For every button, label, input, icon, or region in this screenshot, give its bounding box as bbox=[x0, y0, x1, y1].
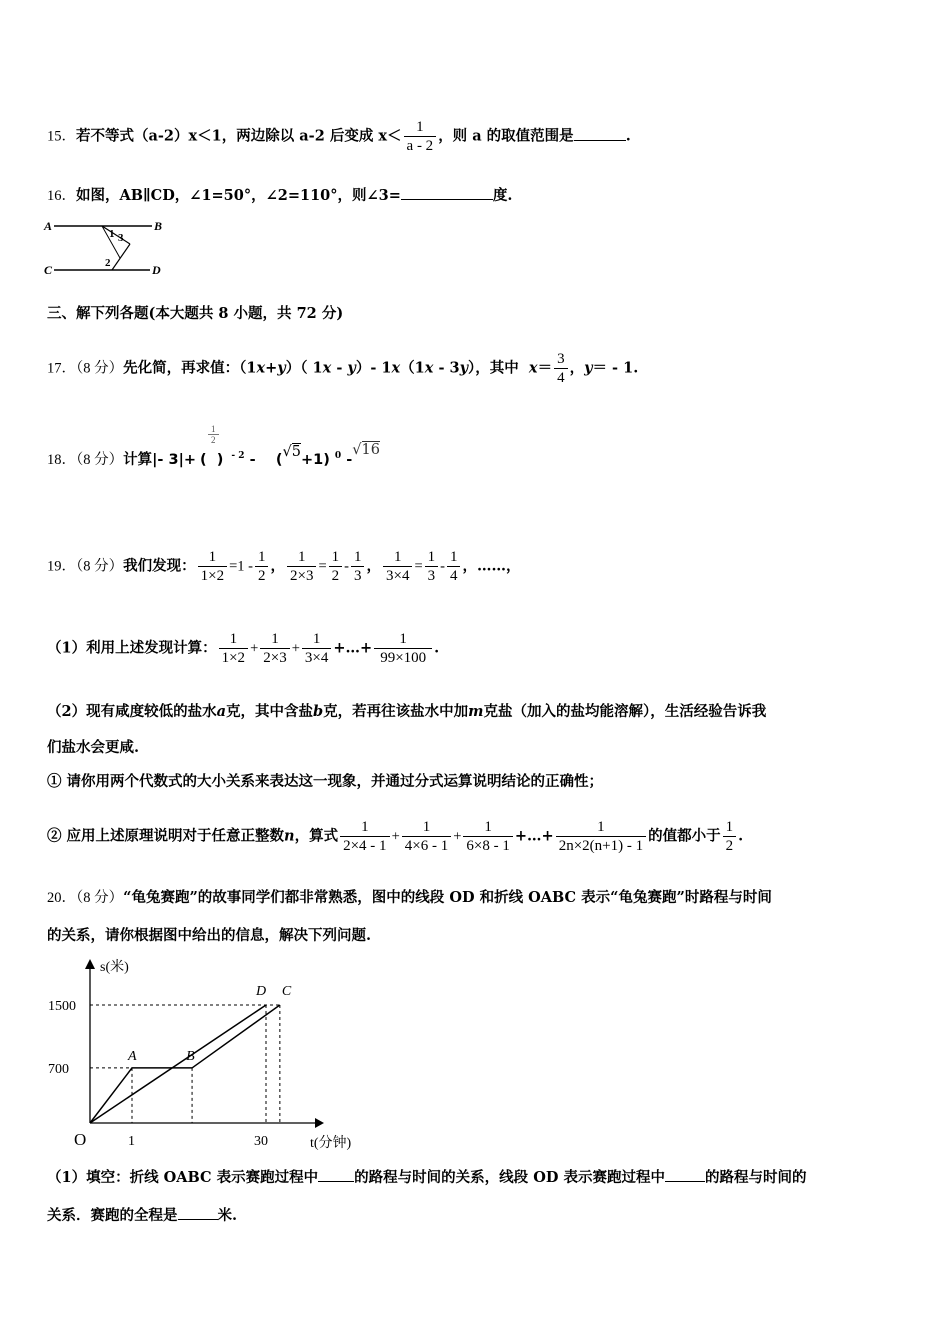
fraction bbox=[374, 630, 432, 667]
label-c: C bbox=[44, 263, 53, 277]
question-score: （8 分） bbox=[76, 451, 124, 468]
q19-tail: ，……， bbox=[462, 557, 521, 575]
denominator: 4 bbox=[447, 566, 461, 585]
numerator: 1 bbox=[361, 819, 369, 835]
fraction bbox=[329, 548, 343, 585]
denominator: 2 bbox=[329, 566, 343, 585]
answer-blank bbox=[665, 1181, 705, 1182]
denominator: 1×2 bbox=[219, 648, 248, 667]
series-od bbox=[90, 1005, 266, 1123]
question-20-part-1-line2 bbox=[47, 1206, 237, 1226]
q18-small-fraction bbox=[208, 424, 219, 445]
var-y: y bbox=[347, 359, 356, 377]
x-axis-label: t(分钟) bbox=[310, 1136, 352, 1151]
numerator: 1 bbox=[725, 819, 734, 835]
var-m: m bbox=[468, 703, 484, 720]
question-18 bbox=[47, 423, 380, 470]
fraction bbox=[287, 548, 316, 585]
fraction bbox=[383, 548, 412, 585]
sqrt-16: √16 bbox=[352, 441, 380, 458]
point-label-a: A bbox=[128, 1048, 137, 1064]
period: . bbox=[434, 639, 440, 657]
numerator: 1 bbox=[331, 549, 340, 565]
paren: ( bbox=[275, 451, 283, 468]
q15-fraction bbox=[404, 118, 437, 155]
denominator: 2×3 bbox=[260, 648, 289, 667]
fraction bbox=[425, 548, 439, 585]
angle-1-label: 1 bbox=[109, 228, 115, 240]
q17-text: ）（ 1 bbox=[285, 359, 323, 377]
q19-text: 克，若再往该盐水中加 bbox=[323, 703, 469, 720]
equals: = bbox=[414, 558, 423, 575]
numerator: 1 bbox=[449, 549, 458, 565]
q15-end: . bbox=[625, 127, 631, 145]
q19-text: ② 应用上述原理说明对于任意正整数 bbox=[47, 827, 285, 845]
numerator: 1 bbox=[208, 549, 217, 565]
question-19 bbox=[47, 548, 520, 585]
comma: ， bbox=[270, 557, 285, 575]
var-x: x bbox=[424, 359, 434, 377]
denominator: 2n×2(n+1) - 1 bbox=[556, 836, 646, 855]
fraction bbox=[463, 818, 512, 855]
sqrt-5: √5 bbox=[282, 443, 301, 460]
q17-text: 先化简，再求值：（1 bbox=[123, 359, 257, 377]
distance-time-chart bbox=[40, 955, 370, 1155]
fraction bbox=[556, 818, 646, 855]
denominator: 2 bbox=[255, 566, 269, 585]
fraction bbox=[447, 548, 461, 585]
q18-text: +1) bbox=[300, 451, 330, 468]
q17-text: ）- 1 bbox=[355, 359, 392, 377]
origin-label: O bbox=[74, 1130, 87, 1149]
minus: - bbox=[344, 558, 349, 575]
sub-question-1: ① 请你用两个代数式的大小关系来表达这一现象，并通过分式运算说明结论的正确性； bbox=[47, 773, 604, 790]
denominator: 2 bbox=[208, 434, 219, 445]
var-a: a bbox=[216, 703, 226, 720]
q20-text: （1）填空：折线 OABC 表示赛跑过程中 bbox=[47, 1169, 319, 1186]
numerator: 1 bbox=[484, 819, 492, 835]
question-19-part-1 bbox=[47, 630, 439, 667]
q19-text: 克盐（加入的盐均能溶解），生活经验告诉我 bbox=[483, 703, 767, 720]
radicand: 5 bbox=[291, 443, 301, 460]
denominator: 6×8 - 1 bbox=[463, 836, 512, 855]
fraction bbox=[723, 818, 737, 855]
denominator: 3 bbox=[351, 566, 365, 585]
denominator: 1×2 bbox=[198, 566, 227, 585]
plus: + bbox=[391, 828, 400, 845]
numerator: 1 bbox=[399, 631, 407, 647]
numerator: 1 bbox=[416, 119, 424, 135]
numerator: 1 bbox=[257, 549, 266, 565]
plus: + bbox=[453, 828, 462, 845]
minus: - bbox=[440, 558, 445, 575]
question-20-line2 bbox=[47, 926, 371, 946]
denominator: 4 bbox=[554, 368, 568, 387]
fraction bbox=[219, 630, 248, 667]
label-a: A bbox=[44, 219, 53, 233]
denominator: 2×3 bbox=[287, 566, 316, 585]
denominator: 3 bbox=[425, 566, 439, 585]
question-17 bbox=[47, 350, 638, 387]
numerator: 1 bbox=[422, 819, 431, 835]
q16-end: 度. bbox=[492, 187, 513, 204]
numerator: 1 bbox=[297, 549, 306, 565]
equals: = bbox=[318, 558, 327, 575]
fraction bbox=[198, 548, 227, 585]
question-number: 17． bbox=[47, 360, 76, 377]
answer-blank bbox=[401, 199, 493, 200]
plus: + bbox=[265, 359, 278, 377]
q16-text: 如图，AB∥CD，∠1=50°，∠2=110°，则∠3= bbox=[76, 187, 401, 204]
question-number: 16． bbox=[47, 188, 76, 204]
denominator: 3×4 bbox=[302, 648, 331, 667]
radicand: 16 bbox=[361, 441, 380, 458]
ellipsis: +…+ bbox=[514, 827, 554, 845]
q19-text: 们盐水会更咸. bbox=[47, 739, 140, 756]
point-label-d: D bbox=[256, 984, 267, 999]
denominator: 99×100 bbox=[374, 648, 432, 667]
question-score: （8 分） bbox=[76, 360, 124, 377]
q20-text: 米. bbox=[217, 1207, 238, 1224]
question-20-part-1 bbox=[47, 1168, 806, 1188]
transversal-1 bbox=[102, 226, 130, 244]
fraction bbox=[340, 818, 389, 855]
fraction bbox=[255, 548, 269, 585]
var-x: x bbox=[256, 359, 266, 377]
answer-blank bbox=[574, 140, 626, 141]
parallel-lines-figure bbox=[40, 214, 170, 278]
equals: ＝ bbox=[537, 359, 553, 377]
denominator: 4×6 - 1 bbox=[402, 836, 451, 855]
q18-text: 计算|- 3|+ bbox=[123, 451, 197, 468]
q15-text-after: ，则 a 的取值范围是 bbox=[438, 127, 574, 145]
equals: =1 - bbox=[229, 558, 253, 575]
exponent: 0 bbox=[334, 451, 342, 461]
q19-text: 我们发现： bbox=[123, 557, 196, 575]
var-n: n bbox=[284, 827, 295, 845]
denominator: a - 2 bbox=[404, 136, 437, 155]
question-number: 15． bbox=[47, 128, 76, 145]
minus: - bbox=[331, 359, 348, 377]
point-label-b: B bbox=[186, 1048, 195, 1064]
var-x: x bbox=[391, 359, 401, 377]
q17-fraction bbox=[554, 350, 568, 387]
numerator: 1 bbox=[597, 819, 605, 835]
var-x: x bbox=[322, 359, 332, 377]
comma: ， bbox=[366, 557, 381, 575]
y-axis-label: s(米) bbox=[100, 960, 129, 975]
q15-text: 若不等式（a-2）x＜1，两边除以 a-2 后变成 x＜ bbox=[76, 127, 402, 145]
numerator: 1 bbox=[271, 631, 279, 647]
question-20 bbox=[47, 888, 772, 908]
numerator: 1 bbox=[393, 549, 402, 565]
y-tick-700: 700 bbox=[48, 1061, 69, 1077]
answer-blank bbox=[318, 1181, 354, 1182]
q20-text: “龟兔赛跑”的故事同学们都非常熟悉，图中的线段 OD 和折线 OABC 表示“龟兔赛跑”时路程与时间 bbox=[123, 889, 772, 906]
minus: - bbox=[346, 450, 353, 468]
exponent: - 2 bbox=[231, 451, 245, 461]
question-19-sub-2 bbox=[47, 818, 743, 855]
q17-text: ），其中 bbox=[468, 359, 519, 377]
numerator: 1 bbox=[229, 631, 238, 647]
q19-text: 的值都小于 bbox=[648, 827, 721, 845]
var-y: y bbox=[459, 359, 469, 377]
question-score: （8 分） bbox=[76, 890, 124, 906]
denominator: 2×4 - 1 bbox=[340, 836, 389, 855]
series-oabc bbox=[90, 1005, 280, 1123]
x-tick-30: 30 bbox=[254, 1134, 268, 1149]
section-title: 三、解下列各题(本大题共 8 小题，共 72 分) bbox=[47, 305, 344, 322]
numerator: 1 bbox=[427, 549, 436, 565]
angle-3-label: 3 bbox=[118, 232, 124, 244]
fraction bbox=[402, 818, 451, 855]
question-19-part-2-line2 bbox=[47, 738, 139, 758]
label-d: D bbox=[152, 263, 161, 277]
q20-text: 的路程与时间的关系，线段 OD 表示赛跑过程中 bbox=[354, 1169, 665, 1186]
q20-text: 的关系，请你根据图中给出的信息，解决下列问题. bbox=[47, 927, 372, 944]
question-score: （8 分） bbox=[76, 558, 124, 575]
numerator: 1 bbox=[211, 423, 216, 434]
y-tick-1500: 1500 bbox=[48, 999, 76, 1014]
x-tick-1: 1 bbox=[128, 1134, 135, 1149]
question-number: 20． bbox=[47, 890, 76, 906]
comma: ， bbox=[569, 359, 585, 377]
x-axis-arrow bbox=[315, 1118, 324, 1128]
fraction bbox=[260, 630, 289, 667]
point-label-c: C bbox=[281, 984, 292, 999]
question-16 bbox=[47, 186, 512, 206]
label-b: B bbox=[154, 219, 163, 233]
q17-text: （1 bbox=[400, 359, 425, 377]
q19-text: ，算式 bbox=[294, 827, 339, 845]
numerator: 1 bbox=[353, 549, 362, 565]
question-number: 18． bbox=[47, 451, 76, 468]
question-19-part-2 bbox=[47, 702, 766, 722]
plus: + bbox=[250, 640, 259, 657]
answer-blank bbox=[178, 1219, 218, 1220]
question-19-sub-1 bbox=[47, 772, 603, 792]
section-heading bbox=[47, 304, 343, 324]
q17-text: ＝ - 1. bbox=[592, 359, 639, 377]
minus: - bbox=[249, 450, 256, 468]
denominator: 3×4 bbox=[383, 566, 412, 585]
numerator: 1 bbox=[312, 631, 321, 647]
var-y: y bbox=[277, 359, 286, 377]
fraction bbox=[351, 548, 365, 585]
plus: + bbox=[291, 640, 300, 657]
q17-text: - 3 bbox=[433, 359, 460, 377]
var-x: x bbox=[528, 359, 538, 377]
denominator: 2 bbox=[723, 836, 737, 855]
fraction bbox=[302, 630, 331, 667]
numerator: 3 bbox=[557, 351, 565, 367]
y-axis-arrow bbox=[85, 959, 95, 969]
angle-2-label: 2 bbox=[105, 257, 111, 269]
q20-text: 关系．赛跑的全程是 bbox=[47, 1207, 178, 1224]
var-y: y bbox=[584, 359, 593, 377]
part-label: （1）利用上述发现计算： bbox=[47, 639, 217, 657]
q20-text: 的路程与时间的 bbox=[704, 1169, 807, 1186]
paren: ( bbox=[200, 451, 207, 468]
ellipsis: +…+ bbox=[333, 639, 373, 657]
var-b: b bbox=[313, 703, 324, 720]
q18-paren-group bbox=[200, 423, 224, 470]
q19-text: 克，其中含盐 bbox=[226, 703, 313, 720]
question-number: 19． bbox=[47, 558, 76, 575]
question-15 bbox=[47, 118, 631, 155]
q19-text: （2）现有咸度较低的盐水 bbox=[47, 703, 217, 720]
period: . bbox=[738, 827, 744, 845]
paren: ) bbox=[216, 451, 224, 468]
